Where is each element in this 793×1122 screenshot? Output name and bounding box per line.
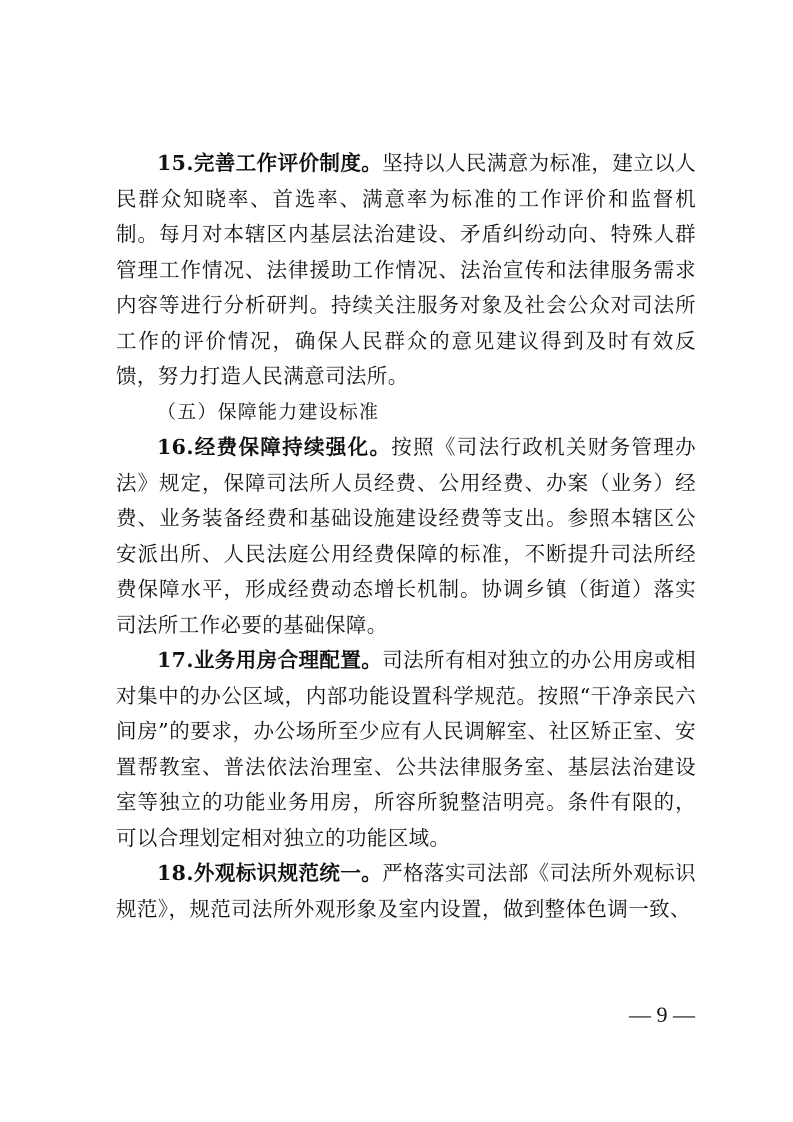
paragraph-16-text: 按照《司法行政机关财务管理办法》规定，保障司法所人员经费、公用经费、办案（业务）经费、业务装备经费和基础设施建设经费等支出。参照本辖区公安派出所、人民法庭公用经费保障的标准，不断提升司法所经费保障水平，形成经费动态增长机制。协调乡镇（街道）落实司法所工作必要的基础保障。 <box>116 435 696 637</box>
section-heading: （五）保障能力建设标准 <box>157 400 380 423</box>
paragraph-17-text: 司法所有相对独立的办公用房或相对集中的办公区域，内部功能设置科学规范。按照“干净亲民六间房”的要求，办公场所至少应有人民调解室、社区矫正室、安置帮教室、普法依法治理室、公共法律服务室、基层法治建设室等独立的功能业务用房，所容所貌整洁明亮。条件有限的，可以合理划定相对独立的功能区域。 <box>116 648 696 850</box>
paragraph-16 <box>116 430 696 643</box>
paragraph-18-lead: 18.外观标识规范统一。 <box>157 861 383 885</box>
paragraph-17-lead: 17.业务用房合理配置。 <box>157 648 383 672</box>
paragraph-15-lead: 15.完善工作评价制度。 <box>157 151 383 175</box>
paragraph-16-lead: 16.经费保障持续强化。 <box>157 435 392 459</box>
paragraph-15-text: 坚持以人民满意为标准，建立以人民群众知晓率、首选率、满意率为标准的工作评价和监督机制。每月对本辖区内基层法治建设、矛盾纠纷动向、特殊人群管理工作情况、法律援助工作情况、法治宣传和法律服务需求内容等进行分析研判。持续关注服务对象及社会公众对司法所工作的评价情况，确保人民群众的意见建议得到及时有效反馈，努力打造人民满意司法所。 <box>116 151 696 388</box>
page-number: — 9 — <box>629 1002 695 1027</box>
paragraph-17 <box>116 643 696 856</box>
body-text <box>116 146 696 927</box>
paragraph-18 <box>116 856 696 927</box>
paragraph-15 <box>116 146 696 395</box>
paragraph-18-text: 严格落实司法部《司法所外观标识规范》，规范司法所外观形象及室内设置，做到整体色调一致、 <box>116 861 696 921</box>
